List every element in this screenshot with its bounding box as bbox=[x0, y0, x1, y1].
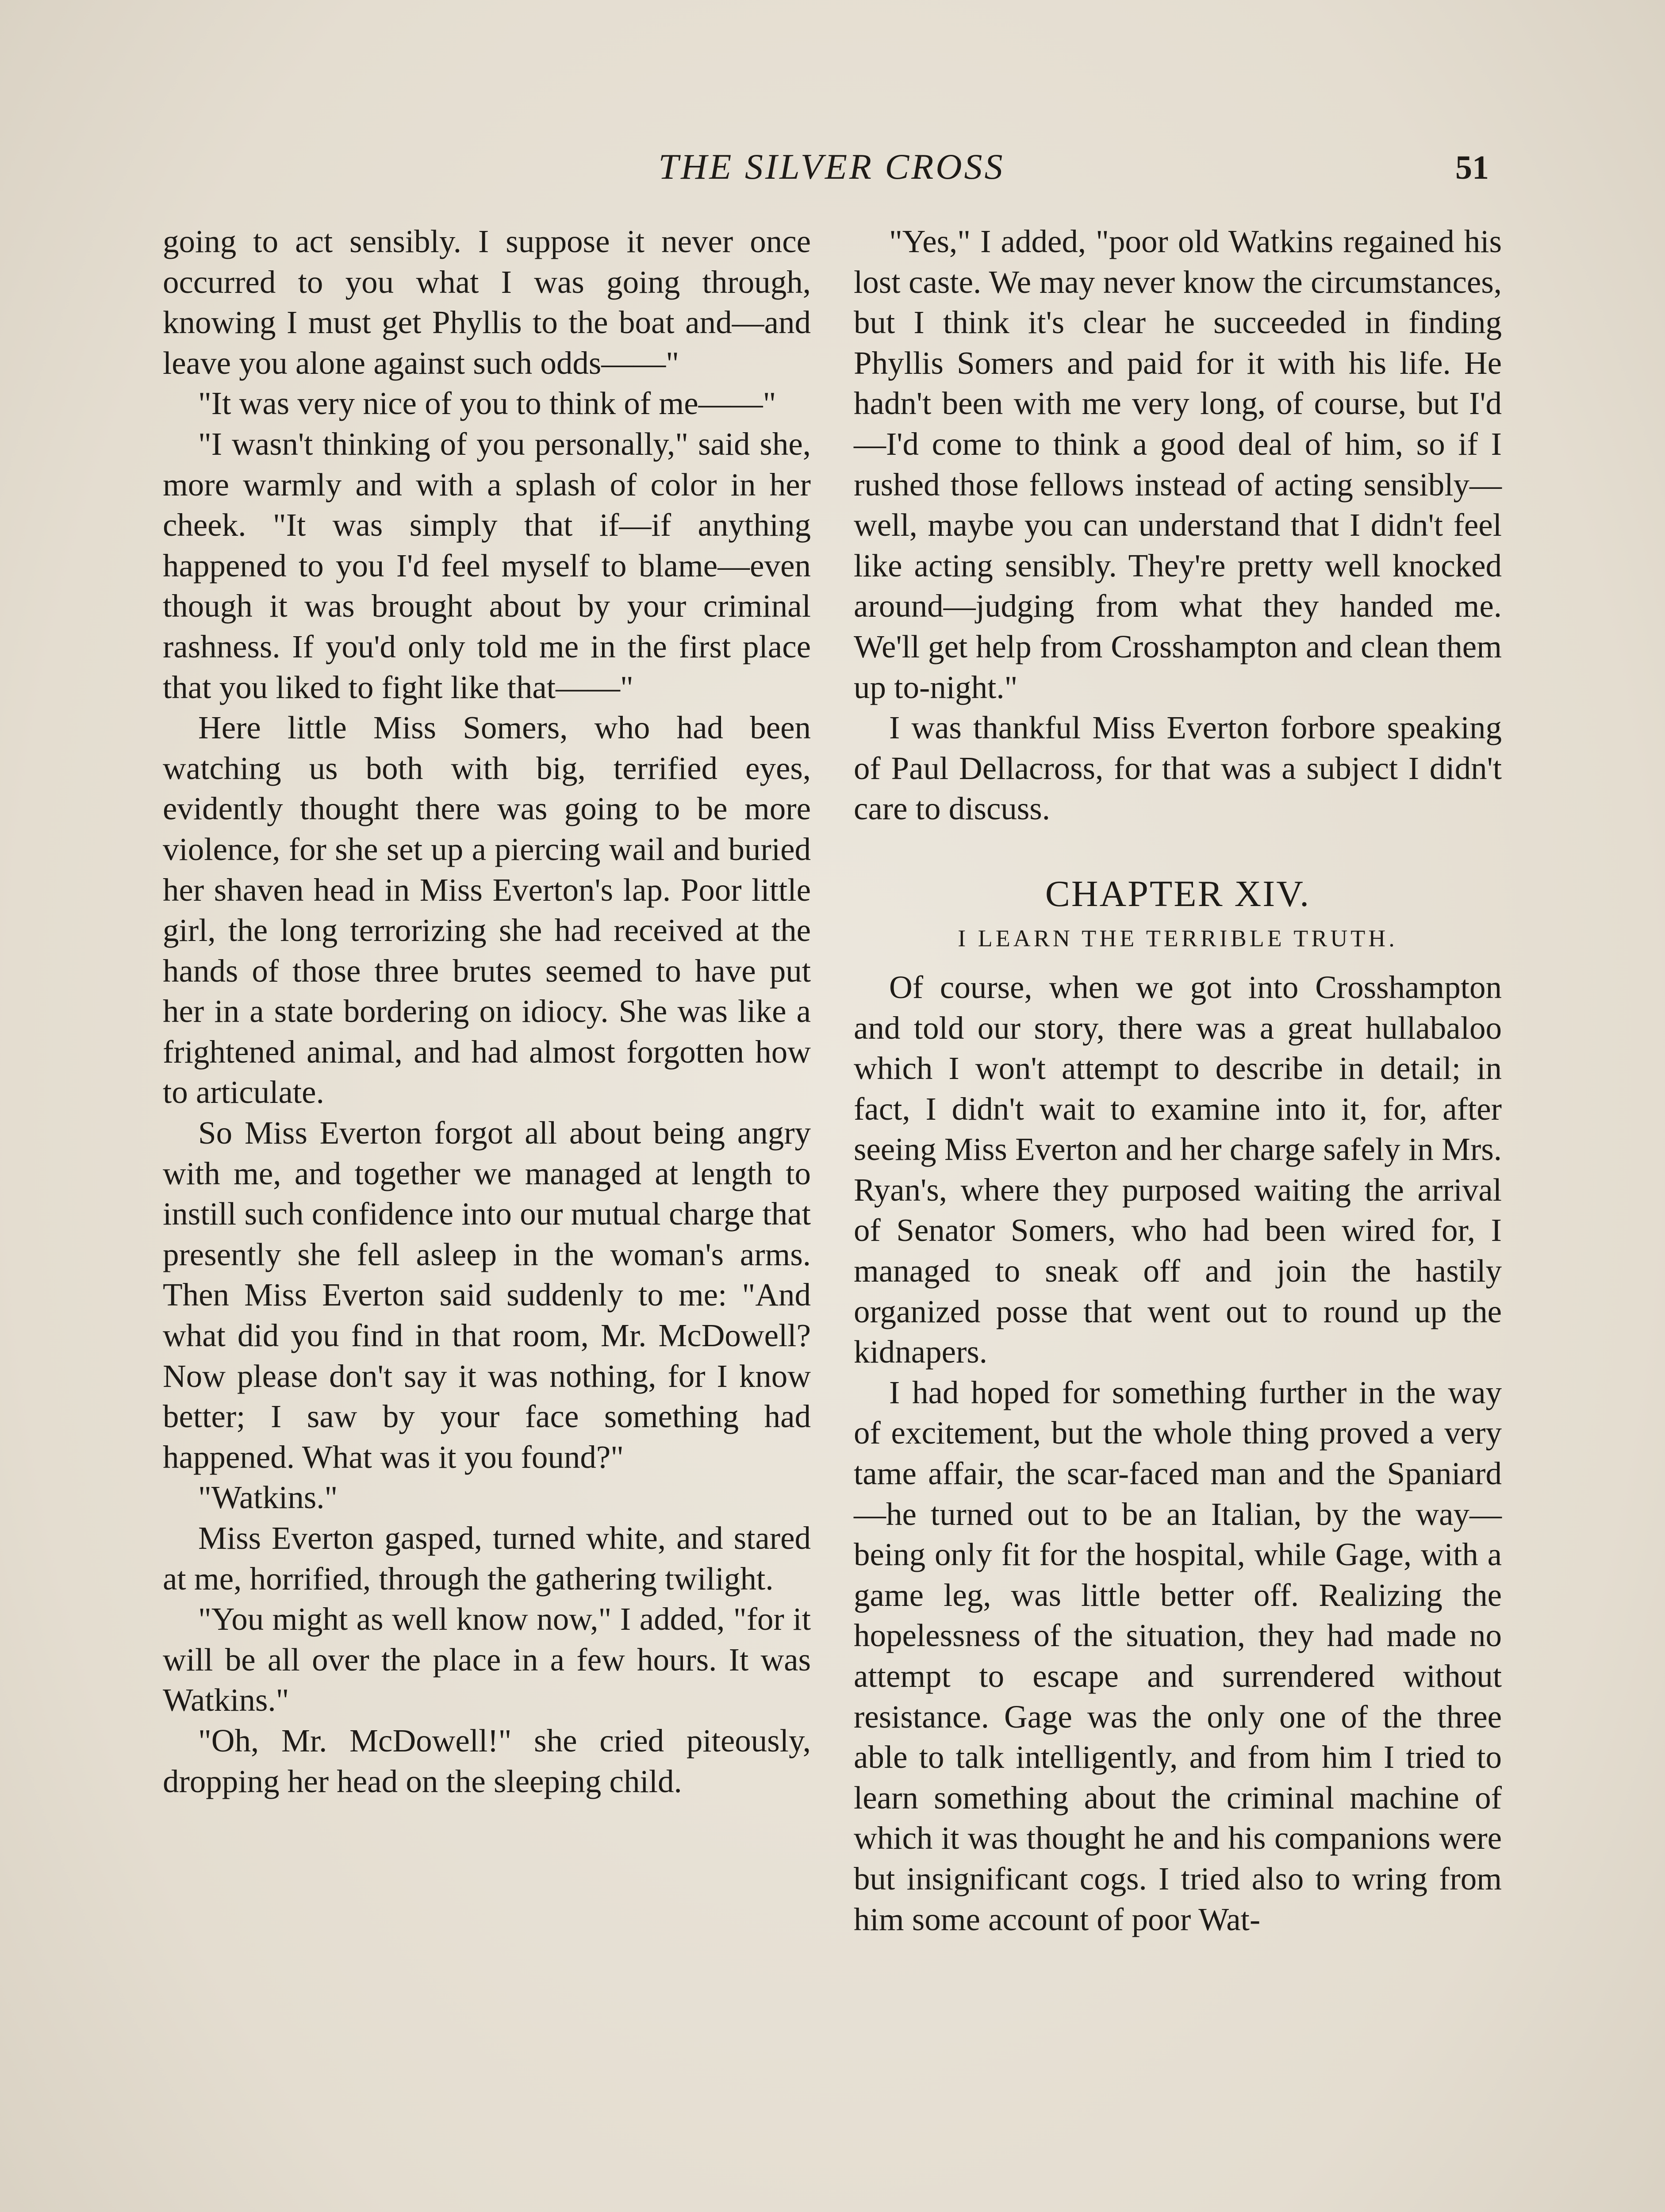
paragraph: "Watkins." bbox=[198, 1479, 338, 1516]
paragraph: "Yes," I added, "poor old Watkins regained his lost caste. We may never know the circumstances, but I think it's clear he succeeded in finding Phyllis Somers and paid for it with his life. He hadn't been with me very long, of course, but I'd—I'd come to think a good deal of him, so if I rushed those fellows instead of acting sensibly—well, maybe you can understand that I didn't feel like acting sensibly. They're pretty well knocked around—judging from what they handed me. We'll get help from Crosshampton and clean them up to-night." bbox=[854, 223, 1502, 705]
paragraph: Of course, when we got into Crosshampton and told our story, there was a great hullabaloo which I won't attempt to describe in detail; in fact, I didn't wait to examine into it, for, after seeing Miss Everton and her charge safely in Mrs. Ryan's, where they purposed waiting the arrival of Senator Somers, who had been wired for, I managed to sneak off and join the hastily organized posse that went out to round up the kidnapers. bbox=[854, 969, 1502, 1370]
running-title: THE SILVER CROSS bbox=[658, 146, 1005, 187]
page-number: 51 bbox=[1455, 149, 1489, 186]
paragraph: Here little Miss Somers, who had been watching us both with big, terrified eyes, evidently thought there was going to be more violence, for she set up a piercing wail and buried her shaven head in Miss Everton's lap. Poor little girl, the long terrorizing she had received at the hands of those three brutes seemed to have put her in a state bordering on idiocy. She was like a frightened animal, and had almost forgotten how to articulate. bbox=[163, 710, 811, 1110]
page-header bbox=[0, 146, 1665, 199]
paragraph: going to act sensibly. I suppose it never once occurred to you what I was going through, knowing I must get Phyllis to the boat and—and leave you alone against such odds——" bbox=[163, 223, 811, 381]
paragraph: "Oh, Mr. McDowell!" she cried piteously, dropping her head on the sleeping child. bbox=[163, 1722, 811, 1799]
right-column bbox=[854, 221, 1502, 1939]
paragraph: I had hoped for something further in the way of excitement, but the whole thing proved a very tame affair, the scar-faced man and the Spaniard—he turned out to be an Italian, by the way—being only fit for the hospital, while Gage, with a game leg, was little better off. Realizing the hopelessness of the situation, they had made no attempt to escape and surrendered without resistance. Gage was the only one of the three able to talk intelligently, and from him I tried to learn something about the criminal machine of which it was thought he and his companions were but insignificant cogs. I tried also to wring from him some account of poor Wat- bbox=[854, 1374, 1502, 1937]
paragraph: Miss Everton gasped, turned white, and stared at me, horrified, through the gathering twilight. bbox=[163, 1520, 811, 1597]
paragraph: I was thankful Miss Everton forbore speaking of Paul Dellacross, for that was a subject I didn't care to discuss. bbox=[854, 710, 1502, 827]
chapter-title: CHAPTER XIV. bbox=[1045, 873, 1311, 914]
paragraph: So Miss Everton forgot all about being angry with me, and together we managed at length to instill such confidence into our mutual charge that presently she fell asleep in the woman's arms. Then Miss Everton said suddenly to me: "And what did you find in that room, Mr. McDowell? Now please don't say it was nothing, for I know better; I saw by your face something had happened. What was it you found?" bbox=[163, 1115, 811, 1475]
paragraph: "I wasn't thinking of you personally," said she, more warmly and with a splash of color in her cheek. "It was simply that if—if anything happened to you I'd feel myself to blame—even though it was brought about by your criminal rashness. If you'd only told me in the first place that you liked to fight like that——" bbox=[163, 426, 811, 705]
paragraph: "It was very nice of you to think of me——" bbox=[198, 385, 776, 422]
left-column bbox=[163, 221, 811, 1801]
chapter-subtitle: I LEARN THE TERRIBLE TRUTH. bbox=[958, 925, 1398, 952]
paragraph: "You might as well know now," I added, "for it will be all over the place in a few hours. It was Watkins." bbox=[163, 1601, 811, 1718]
